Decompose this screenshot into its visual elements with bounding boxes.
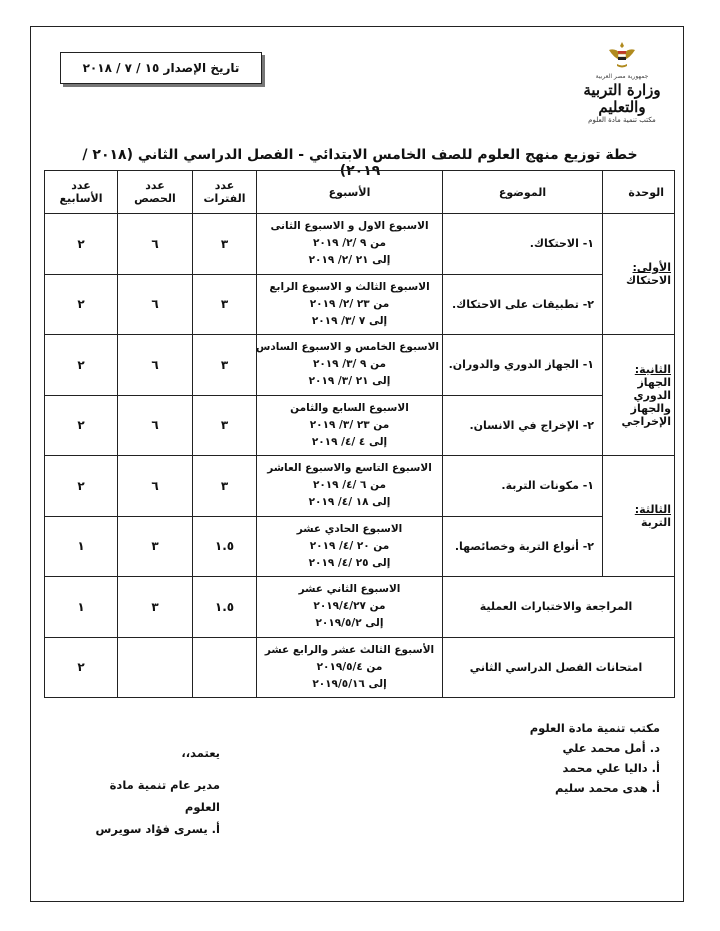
issue-date-box bbox=[60, 52, 262, 84]
eagle-emblem-icon bbox=[605, 40, 639, 72]
office-title: مكتب تنمية مادة العلوم bbox=[529, 721, 660, 735]
unit-name: الاحتكاك bbox=[626, 274, 671, 287]
table-row bbox=[45, 274, 675, 335]
table-row bbox=[45, 577, 675, 638]
lessons-cell: ٦ bbox=[118, 335, 193, 396]
weeks-cell: ٢ bbox=[45, 395, 118, 456]
unit-cell-1 bbox=[603, 214, 675, 335]
lessons-cell: ٦ bbox=[118, 274, 193, 335]
member-name: أ. داليا علي محمد bbox=[562, 761, 660, 775]
header-week: الأسبوع bbox=[257, 171, 443, 214]
weeks-cell: ٢ bbox=[45, 456, 118, 517]
topic-cell: ١- الاحتكاك. bbox=[443, 214, 603, 275]
periods-cell: ١.٥ bbox=[193, 577, 257, 638]
unit-title: الأولى: bbox=[632, 261, 671, 274]
science-office-signatures bbox=[520, 718, 660, 798]
lessons-cell: ٦ bbox=[118, 214, 193, 275]
ministry-logo bbox=[572, 40, 672, 130]
periods-cell: ٣ bbox=[193, 335, 257, 396]
header-periods: عدد الفترات bbox=[193, 171, 257, 214]
unit-title: الثالثة: bbox=[634, 503, 671, 516]
topic-cell: ٢- الإخراج في الانسان. bbox=[443, 395, 603, 456]
approval-label: يعتمد،، bbox=[181, 746, 220, 760]
curriculum-plan-table bbox=[44, 170, 675, 698]
periods-cell: ٣ bbox=[193, 456, 257, 517]
lessons-cell bbox=[118, 637, 193, 698]
topic-cell: ٢- أنواع التربة وخصائصها. bbox=[443, 516, 603, 577]
lessons-cell: ٣ bbox=[118, 516, 193, 577]
logo-ministry-name: وزارة التربية والتعليم bbox=[583, 81, 661, 116]
weeks-cell: ٢ bbox=[45, 637, 118, 698]
logo-org-name: جمهورية مصر العربية bbox=[595, 73, 649, 80]
director-approval bbox=[90, 742, 220, 840]
topic-cell-exams: امتحانات الفصل الدراسي الثاني bbox=[443, 637, 675, 698]
logo-office-name: مكتب تنمية مادة العلوم bbox=[588, 116, 656, 124]
week-cell: الاسبوع الثاني عشر من ٢٠١٩/٤/٢٧ إلى ٢٠١٩/٥/٢ bbox=[257, 577, 443, 638]
table-row bbox=[45, 637, 675, 698]
periods-cell: ٣ bbox=[193, 395, 257, 456]
issue-date: تاريخ الإصدار ١٥ / ٧ / ٢٠١٨ bbox=[82, 61, 240, 75]
unit-cell-2 bbox=[603, 335, 675, 456]
week-cell: الاسبوع السابع والثامن من ٢٣ /٣/ ٢٠١٩ إلى ٤ /٤/ ٢٠١٩ bbox=[257, 395, 443, 456]
table-row bbox=[45, 516, 675, 577]
director-title: مدير عام تنمية مادة العلوم bbox=[109, 778, 220, 814]
header-weeks: عدد الأسابيع bbox=[45, 171, 118, 214]
periods-cell bbox=[193, 637, 257, 698]
member-name: أ. هدى محمد سليم bbox=[555, 781, 660, 795]
week-cell: الاسبوع الاول و الاسبوع الثانى من ٩ /٢/ ٢٠١٩ إلى ٢١ /٢/ ٢٠١٩ bbox=[257, 214, 443, 275]
weeks-cell: ١ bbox=[45, 516, 118, 577]
weeks-cell: ١ bbox=[45, 577, 118, 638]
table-row bbox=[45, 335, 675, 396]
weeks-cell: ٢ bbox=[45, 214, 118, 275]
lessons-cell: ٣ bbox=[118, 577, 193, 638]
table-row bbox=[45, 214, 675, 275]
unit-name: الجهاز الدوري والجهاز الإخراجي bbox=[621, 375, 671, 428]
week-cell: الاسبوع الحادي عشر من ٢٠ /٤/ ٢٠١٩ إلى ٢٥ /٤/ ٢٠١٩ bbox=[257, 516, 443, 577]
header-lessons: عدد الحصص bbox=[118, 171, 193, 214]
table-header-row bbox=[45, 171, 675, 214]
director-name: أ. يسرى فؤاد سويرس bbox=[95, 822, 220, 836]
week-cell: الأسبوع الثالث عشر والرابع عشر من ٢٠١٩/٥/٤ إلى ٢٠١٩/٥/١٦ bbox=[257, 637, 443, 698]
topic-cell: ١- مكونات التربة. bbox=[443, 456, 603, 517]
document-title: خطة توزيع منهج العلوم للصف الخامس الابتدائي - الفصل الدراسي الثاني (٢٠١٨ / ٢٠١٩) bbox=[82, 147, 638, 179]
lessons-cell: ٦ bbox=[118, 395, 193, 456]
lessons-cell: ٦ bbox=[118, 456, 193, 517]
periods-cell: ٣ bbox=[193, 274, 257, 335]
unit-name: التربة bbox=[640, 516, 671, 529]
table-row bbox=[45, 395, 675, 456]
topic-cell-review: المراجعة والاختبارات العملية bbox=[443, 577, 675, 638]
periods-cell: ٣ bbox=[193, 214, 257, 275]
unit-title: الثانية: bbox=[634, 362, 671, 376]
table-row bbox=[45, 456, 675, 517]
header-unit: الوحدة bbox=[603, 171, 675, 214]
week-cell: الاسبوع الخامس و الاسبوع السادس من ٩ /٣/ ٢٠١٩ إلى ٢١ /٣/ ٢٠١٩ bbox=[257, 335, 443, 396]
topic-cell: ٢- تطبيقات على الاحتكاك. bbox=[443, 274, 603, 335]
unit-cell-3 bbox=[603, 456, 675, 577]
periods-cell: ١.٥ bbox=[193, 516, 257, 577]
header-topic: الموضوع bbox=[443, 171, 603, 214]
weeks-cell: ٢ bbox=[45, 274, 118, 335]
member-name: د. أمل محمد علي bbox=[562, 741, 660, 755]
week-cell: الاسبوع التاسع والاسبوع العاشر من ٦ /٤/ ٢٠١٩ إلى ١٨ /٤/ ٢٠١٩ bbox=[257, 456, 443, 517]
weeks-cell: ٢ bbox=[45, 335, 118, 396]
week-cell: الاسبوع الثالث و الاسبوع الرابع من ٢٣ /٢/ ٢٠١٩ إلى ٧ /٣/ ٢٠١٩ bbox=[257, 274, 443, 335]
topic-cell: ١- الجهاز الدوري والدوران. bbox=[443, 335, 603, 396]
